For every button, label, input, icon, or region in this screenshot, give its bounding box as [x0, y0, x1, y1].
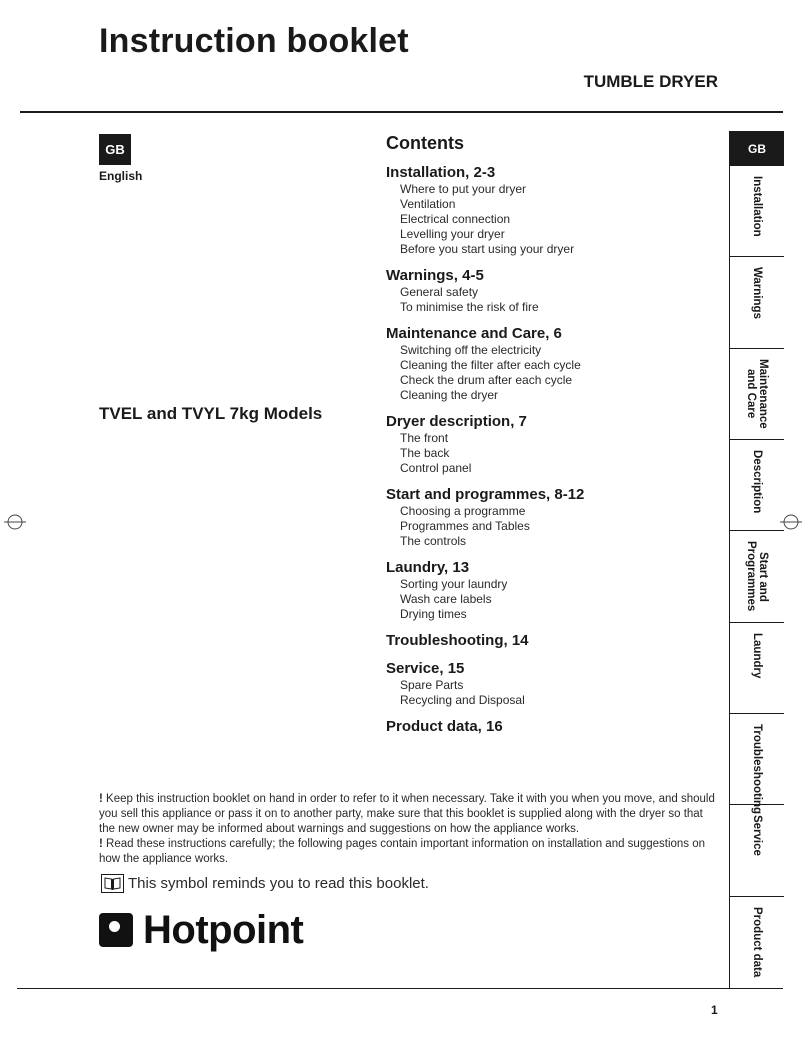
- tab-laundry[interactable]: [730, 623, 784, 714]
- tab-label: Start and Programmes: [745, 541, 769, 612]
- tab-start-and-programmes[interactable]: [730, 531, 784, 622]
- section-item: Wash care labels: [400, 592, 492, 606]
- book-icon: [101, 874, 124, 893]
- bottom-divider: [17, 988, 783, 989]
- contents-section: [386, 659, 716, 708]
- language-label: English: [99, 169, 143, 183]
- contents-section: [386, 558, 716, 622]
- section-title: Laundry, 13: [386, 559, 470, 576]
- read-booklet-note: [101, 874, 429, 893]
- hotpoint-logo: [99, 910, 303, 950]
- warning-mark: !: [99, 838, 103, 850]
- section-item: Cleaning the filter after each cycle: [400, 358, 581, 372]
- section-item: The controls: [400, 534, 467, 548]
- section-tabs: [729, 131, 784, 988]
- tab-label: Maintenance and Care: [745, 358, 769, 429]
- contents-section: [386, 412, 716, 476]
- section-item: The front: [400, 431, 449, 445]
- section-item: Ventilation: [400, 197, 456, 211]
- registration-mark-icon: [780, 511, 802, 533]
- symbol-text: This symbol reminds you to read this booklet.: [128, 875, 429, 892]
- section-item: Cleaning the dryer: [400, 388, 499, 402]
- section-title: Installation, 2-3: [386, 164, 496, 181]
- note-read: ! Read these instructions carefully; the following pages contain important information on installation and suggestions on how the appliance works.: [99, 838, 706, 865]
- contents-section: [386, 163, 716, 257]
- tab-label: Service: [751, 815, 763, 857]
- section-item: Drying times: [400, 607, 467, 621]
- logo-text: Hotpoint: [143, 908, 304, 952]
- section-item: Where to put your dryer: [400, 182, 527, 196]
- section-title: Dryer description, 7: [386, 413, 527, 430]
- section-title: Product data, 16: [386, 718, 503, 735]
- section-item: Control panel: [400, 461, 472, 475]
- contents-section: [386, 485, 716, 549]
- tab-label: Laundry: [751, 632, 763, 679]
- section-item: To minimise the risk of fire: [400, 300, 539, 314]
- section-item: Sorting your laundry: [400, 577, 508, 591]
- page-number: 1: [711, 1003, 718, 1017]
- section-title: Maintenance and Care, 6: [386, 325, 562, 342]
- tab-label: Product data: [751, 906, 763, 977]
- tab-label: Description: [751, 450, 763, 514]
- top-divider: [20, 111, 783, 113]
- page-title: Instruction booklet: [99, 22, 409, 60]
- contents-section: [386, 631, 716, 650]
- models-title: TVEL and TVYL 7kg Models: [99, 404, 323, 423]
- section-item: General safety: [400, 285, 479, 299]
- product-type: TUMBLE DRYER: [583, 72, 718, 91]
- registration-mark-icon: [4, 511, 26, 533]
- tab-troubleshooting[interactable]: [730, 714, 784, 815]
- tab-maintenance-and-care[interactable]: [730, 349, 784, 440]
- warning-mark: !: [99, 793, 103, 805]
- section-item: Spare Parts: [400, 678, 464, 692]
- tab-installation[interactable]: [730, 166, 784, 257]
- section-item: The back: [400, 446, 450, 460]
- section-item: Switching off the electricity: [400, 343, 542, 357]
- tab-service[interactable]: [730, 805, 784, 896]
- tab-gb[interactable]: GB: [730, 131, 784, 166]
- section-title: Troubleshooting, 14: [386, 632, 529, 649]
- contents-sections: [386, 163, 716, 736]
- contents-section: [386, 324, 716, 403]
- section-item: Levelling your dryer: [400, 227, 505, 241]
- notes: [99, 792, 721, 867]
- section-item: Choosing a programme: [400, 504, 526, 518]
- section-title: Warnings, 4-5: [386, 267, 484, 284]
- section-item: Recycling and Disposal: [400, 693, 525, 707]
- tab-label: Installation: [751, 176, 763, 237]
- section-item: Check the drum after each cycle: [400, 373, 573, 387]
- tab-label: Warnings: [751, 267, 763, 320]
- language-badge: GB: [99, 134, 131, 165]
- contents-title: Contents: [386, 133, 464, 153]
- section-title: Start and programmes, 8-12: [386, 486, 585, 503]
- tab-label: Troubleshooting: [751, 724, 763, 815]
- contents-section: [386, 717, 716, 736]
- section-item: Before you start using your dryer: [400, 242, 575, 256]
- tab-description[interactable]: [730, 440, 784, 531]
- contents-section: [386, 266, 716, 315]
- tab-product-data[interactable]: [730, 897, 784, 987]
- logo-mark-icon: [99, 913, 133, 947]
- contents: [386, 133, 716, 745]
- tab-warnings[interactable]: [730, 257, 784, 348]
- note-keep: ! Keep this instruction booklet on hand in order to refer to it when necessary. Take it with you when you move, and should you sell this appliance or pass it on to another party, make sure that this booklet is supplied along with the dryer so that the new owner may be informed about warnings and suggestions on how the appliance works.: [99, 793, 715, 835]
- section-item: Programmes and Tables: [400, 519, 530, 533]
- section-title: Service, 15: [386, 660, 465, 677]
- section-item: Electrical connection: [400, 212, 511, 226]
